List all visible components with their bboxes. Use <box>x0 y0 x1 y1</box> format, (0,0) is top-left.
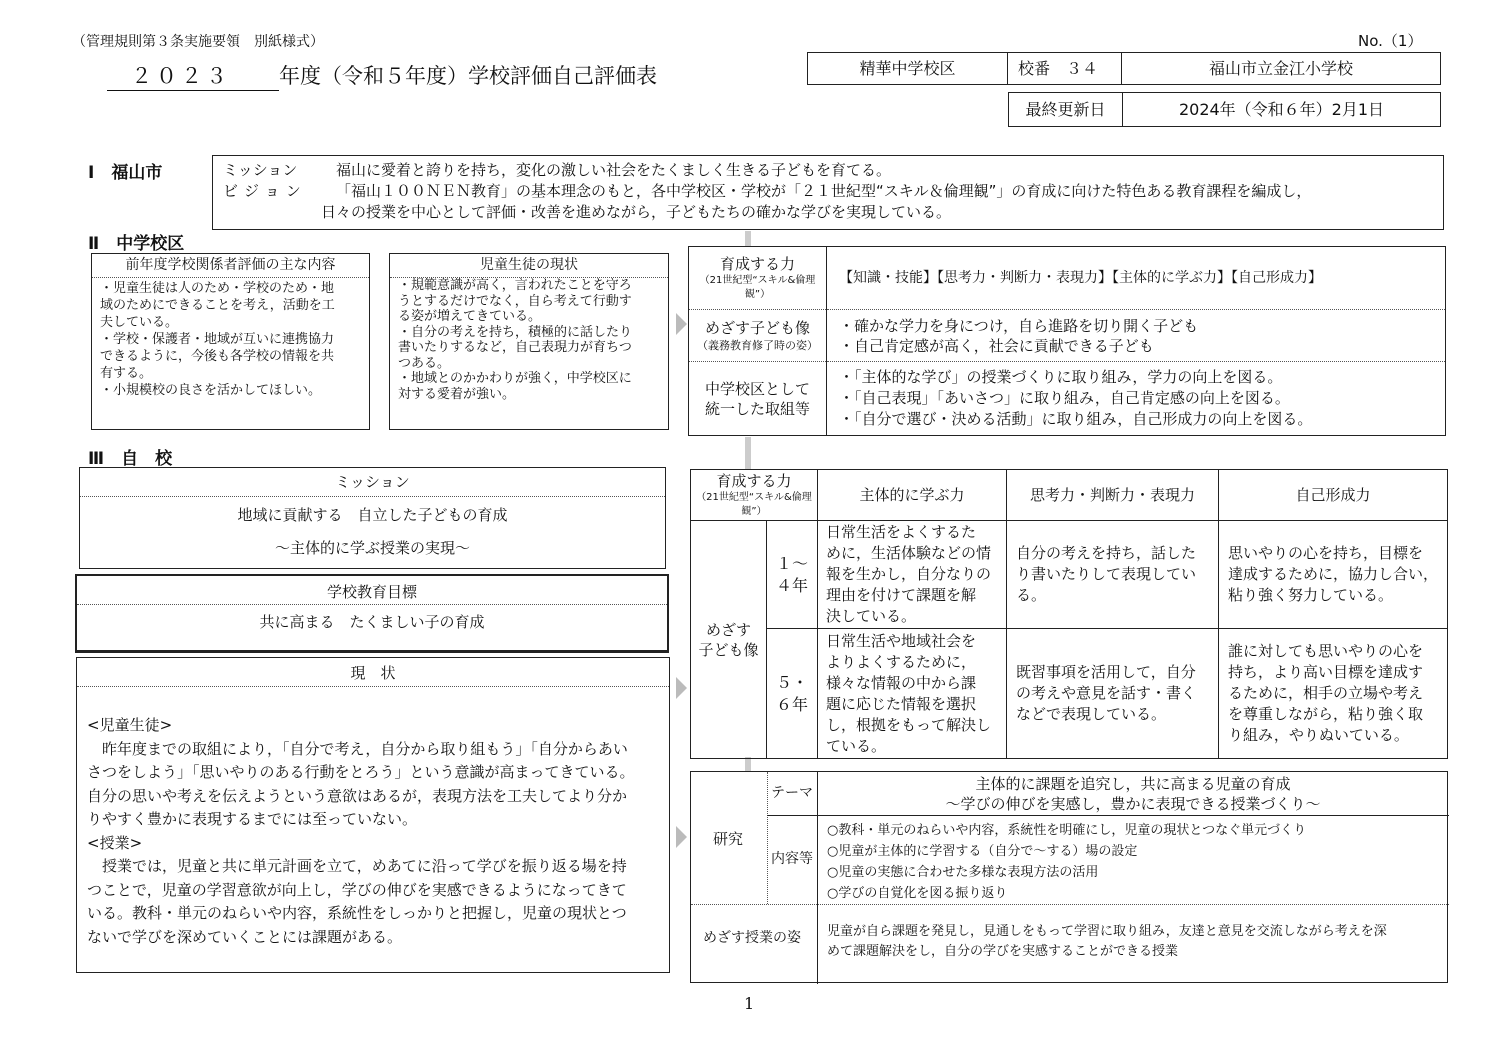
cell-line: 思いやりの心を持ち，目標を <box>1228 544 1424 562</box>
district-r3-text <box>827 362 1446 436</box>
district: 精華中学校区 <box>808 53 1008 85</box>
connector <box>745 757 751 771</box>
r1-label-main: 育成する力 <box>719 255 795 273</box>
arrow-icon <box>676 313 687 335</box>
year: ２０２３ <box>107 62 279 91</box>
content-line: ○学びの自覚化を図る振り返り <box>827 886 1008 901</box>
r3-label-line1: 中学校区として <box>704 379 810 398</box>
g1-col2 <box>1007 521 1219 629</box>
school-no: ３４ <box>1066 58 1099 78</box>
g1-col1 <box>818 521 1007 629</box>
status-line: <授業> <box>87 833 143 852</box>
divider <box>767 772 768 904</box>
rule-note: （管理規則第３条実施要領 別紙様式） <box>72 34 324 50</box>
grade1-b: ４年 <box>775 575 808 595</box>
school-goal-box <box>75 574 669 653</box>
cell-line: り組み，やりぬいている。 <box>1228 726 1409 744</box>
fukuyama-box <box>212 155 1444 230</box>
updated-date: 2024年（令和６年）2月1日 <box>1123 93 1441 127</box>
school-mission-title: ミッション <box>80 468 665 497</box>
divider <box>767 815 1449 816</box>
cell-line: し，根拠をもって解決し <box>826 715 992 734</box>
district-r3-label <box>689 362 827 436</box>
updated-label: 最終更新日 <box>1009 93 1123 127</box>
school-number <box>1008 53 1122 85</box>
cell-line: よりよくするために， <box>826 652 977 671</box>
school-goal-text: 共に高まる たくましい子の育成 <box>259 613 485 631</box>
prev-eval-line: ・児童生徒は人のため・学校のため・地 <box>100 281 335 296</box>
side-label-line2: 子ども像 <box>698 640 759 659</box>
school-name: 福山市立金江小学校 <box>1122 53 1441 85</box>
prev-eval-line: 夫している。 <box>100 315 179 330</box>
status-line: いる。教科・単元のねらいや内容，系統性をしっかりと把握し，児童の現状とつ <box>87 904 627 922</box>
student-status-line: うとするだけでなく，自ら考えて行動す <box>398 293 632 309</box>
status-line: 授業では，児童と共に単元計画を立て，めあてに沿って学びを振り返る場を持 <box>87 857 627 875</box>
content-list <box>827 820 1306 904</box>
connector <box>745 231 751 247</box>
cell-line: 自分の考えを持ち，話した <box>1016 544 1197 562</box>
student-status-line: つある。 <box>398 355 451 371</box>
student-status-line: ・自分の考えを持ち，積極的に話したり <box>398 324 633 340</box>
cell-line: 様々な情報の中から課 <box>826 673 977 692</box>
status-line: りやすく豊かに表現するまでには至っていない。 <box>87 810 418 828</box>
divider <box>691 904 1449 905</box>
cell-line: る。 <box>1016 586 1047 604</box>
updated-table <box>1008 92 1441 127</box>
status-line: <児童生徒> <box>87 716 173 734</box>
r2-line: ・確かな学力を身につけ，自ら進路を切り開く子ども <box>839 316 1199 335</box>
grid-col-head: 思考力・判断力・表現力 <box>1007 470 1219 521</box>
research-box <box>690 771 1448 983</box>
cell-line: めに，生活体験などの情 <box>826 544 992 562</box>
theme-line2: ～学びの伸びを実感し，豊かに表現できる授業づくり～ <box>945 795 1321 813</box>
cell-line: 粘り強く努力している。 <box>1228 586 1394 604</box>
vision-line2: 日々の授業を中心として評価・改善を進めながら，子どもたちの確かな学びを実現している。 <box>321 203 952 221</box>
section1-heading: Ⅰ 福山市 <box>88 163 163 183</box>
grid-head-sub: （21世紀型“スキル&倫理観”） <box>696 492 812 517</box>
grid-head-main: 育成する力 <box>716 472 792 490</box>
competency-grid <box>690 469 1448 759</box>
cell-line: を尊重しながら，粘り強く取 <box>1228 705 1424 723</box>
cell-line: 日常生活や地域社会を <box>826 631 977 650</box>
current-status-title: 現 状 <box>77 658 669 687</box>
prev-eval-line: 有する。 <box>100 366 153 381</box>
student-status-line: ・規範意識が高く，言われたことを守ろ <box>398 278 632 293</box>
prev-eval-line: ・学校・保護者・地域が互いに連携協力 <box>100 332 335 347</box>
student-status-line: 書いたりするなど，自己表現力が育ちつ <box>398 340 632 355</box>
school-no-label: 校番 <box>1018 58 1051 78</box>
vision-line1: 「福山１００ＮＥＮ教育」の基本理念のもと，各中学校区・学校が「２１世紀型“スキル＆倫理観”」の育成に向けた特色ある教育課程を編成し， <box>336 182 1312 200</box>
content-label: 内容等 <box>771 851 813 867</box>
cell-line: 誰に対しても思いやりの心を <box>1228 642 1424 660</box>
g2-col2 <box>1007 629 1219 759</box>
cell-line: 題に応じた情報を選択 <box>826 694 977 713</box>
cell-line: 決している。 <box>826 607 917 625</box>
section2-heading: Ⅱ 中学校区 <box>88 234 185 254</box>
title-rest: 年度（令和５年度）学校評価自己評価表 <box>279 64 657 88</box>
r2-label-main: めざす子ども像 <box>704 319 810 337</box>
prev-eval-line: 域のためにできることを考え，活動を工 <box>100 298 335 313</box>
cell-line: の考えや意見を話す・書く <box>1016 684 1197 702</box>
cell-line: り書いたりして表現してい <box>1016 565 1197 583</box>
mission-text: 福山に愛着と誇りを持ち，変化の激しい社会をたくましく生きる子どもを育てる。 <box>336 161 892 179</box>
status-line: 昨年度までの取組により，「自分で考え，自分から取り組もう」「自分からあい <box>87 739 628 758</box>
r3-label-line2: 統一した取組等 <box>704 399 810 418</box>
student-status-line: 対する愛着が強い。 <box>398 386 516 402</box>
student-status-line: る姿が増えてきている。 <box>398 309 542 324</box>
cell-line: 報を生かし，自分なりの <box>826 565 992 583</box>
content-line: ○児童が主体的に学習する（自分で～する）場の設定 <box>827 844 1138 859</box>
vision-label: ビジョン <box>223 182 307 200</box>
school-mission-line2: ～主体的に学ぶ授業の実現～ <box>274 539 470 557</box>
g1-col3 <box>1219 521 1448 629</box>
document-title <box>107 62 657 91</box>
prev-eval-line: できるように，今後も各学校の情報を共 <box>100 349 335 364</box>
grade-label-5-6 <box>767 629 818 759</box>
research-label: 研究 <box>713 830 744 848</box>
cell-line: るために，相手の立場や考え <box>1228 684 1424 702</box>
r3-line: ・「自分で選び・決める活動」に取り組み，自己形成力の向上を図る。 <box>839 410 1313 428</box>
grade2-b: ６年 <box>775 694 808 714</box>
connector <box>745 437 751 469</box>
page-no: No.（1） <box>1358 32 1423 50</box>
student-status-list <box>390 278 668 402</box>
district-r1-text: 【知識・技能】【思考力・判断力・表現力】【主体的に学ぶ力】【自己形成力】 <box>827 247 1446 310</box>
school-mission-line1: 地域に貢献する 自立した子どもの育成 <box>237 506 508 524</box>
grade1-a: １～ <box>775 553 808 573</box>
school-goal-title: 学校教育目標 <box>77 576 667 605</box>
prev-eval-title: 前年度学校関係者評価の主な内容 <box>92 254 369 278</box>
target-lesson-line: 児童が自ら課題を発見し，見通しをもって学習に取り組み，友達と意見を交流しながら考えを深 <box>827 924 1387 939</box>
r3-line: ・「主体的な学び」の授業づくりに取り組み，学力の向上を図る。 <box>839 368 1283 386</box>
page-number: 1 <box>744 994 755 1013</box>
cell-line: 達成するために，協力し合い， <box>1228 565 1439 583</box>
status-line: つことで，児童の学習意欲が向上し，学びの伸びを実感できるようになってきて <box>87 880 627 899</box>
status-line: さつをしよう」「思いやりのある行動をとろう」という意識が高まってきている。 <box>87 763 635 781</box>
target-lesson-text <box>827 922 1387 962</box>
theme-label: テーマ <box>771 785 813 801</box>
student-status-title: 児童生徒の現状 <box>390 254 668 278</box>
cell-line: 既習事項を活用して，自分 <box>1016 663 1196 681</box>
status-line: 自分の思いや考えを伝えようという意欲はあるが，表現方法を工夫してより分か <box>87 786 628 805</box>
g2-col1 <box>818 629 1007 759</box>
content-line: ○教科・単元のねらいや内容，系統性を明確にし，児童の現状とつなぐ単元づくり <box>827 823 1307 838</box>
current-status-body <box>77 687 669 949</box>
prev-eval-list <box>92 278 369 399</box>
theme-line1: 主体的に課題を追究し，共に高まる児童の育成 <box>975 775 1291 793</box>
arrow-icon <box>676 826 687 848</box>
r3-line: ・「自己表現」「あいさつ」に取り組み，自己肯定感の向上を図る。 <box>839 389 1290 407</box>
student-status-box <box>389 253 669 430</box>
grid-head-label <box>691 470 818 521</box>
target-lesson-line: めて課題解決をし，自分の学びを実感することができる授業 <box>827 944 1179 959</box>
mission-label: ミッション <box>223 161 298 179</box>
side-label-line1: めざす <box>705 620 751 639</box>
school-info-table <box>807 52 1441 85</box>
r1-label-sub: （21世紀型“スキル&倫理観”） <box>699 275 816 300</box>
r2-line: ・自己肯定感が高く，社会に貢献できる子ども <box>839 336 1154 355</box>
prev-eval-box <box>91 253 370 430</box>
district-r2-label <box>689 310 827 362</box>
grid-col-head: 主体的に学ぶ力 <box>818 470 1007 521</box>
grade2-a: ５・ <box>775 672 808 692</box>
grade-label-1-4 <box>767 521 818 629</box>
cell-line: ている。 <box>826 736 887 755</box>
cell-line: 持ち，より高い目標を達成す <box>1228 663 1424 681</box>
g2-col3 <box>1219 629 1448 759</box>
school-mission-box <box>79 467 666 569</box>
grid-col-head: 自己形成力 <box>1219 470 1448 521</box>
arrow-icon <box>676 677 687 699</box>
status-line: ないで学びを深めていくことには課題がある。 <box>87 927 403 946</box>
district-table <box>688 246 1446 436</box>
section3-heading: Ⅲ 自 校 <box>88 449 173 469</box>
student-status-line: ・地域とのかかわりが強く，中学校区に <box>398 371 632 386</box>
district-r1-label <box>689 247 827 310</box>
prev-eval-line: ・小規模校の良さを活かしてほしい。 <box>100 383 322 398</box>
grid-side-label <box>691 521 767 759</box>
cell-line: などで表現している。 <box>1016 705 1167 723</box>
current-status-box <box>76 657 670 973</box>
content-line: ○児童の実態に合わせた多様な表現方法の活用 <box>827 865 1099 880</box>
cell-line: 日常生活をよくするた <box>826 523 977 541</box>
cell-line: 理由を付けて課題を解 <box>826 586 977 604</box>
r2-label-sub: （義務教育修了時の姿） <box>697 339 818 352</box>
target-lesson-label: めざす授業の姿 <box>703 930 801 946</box>
district-r2-text <box>827 310 1446 362</box>
